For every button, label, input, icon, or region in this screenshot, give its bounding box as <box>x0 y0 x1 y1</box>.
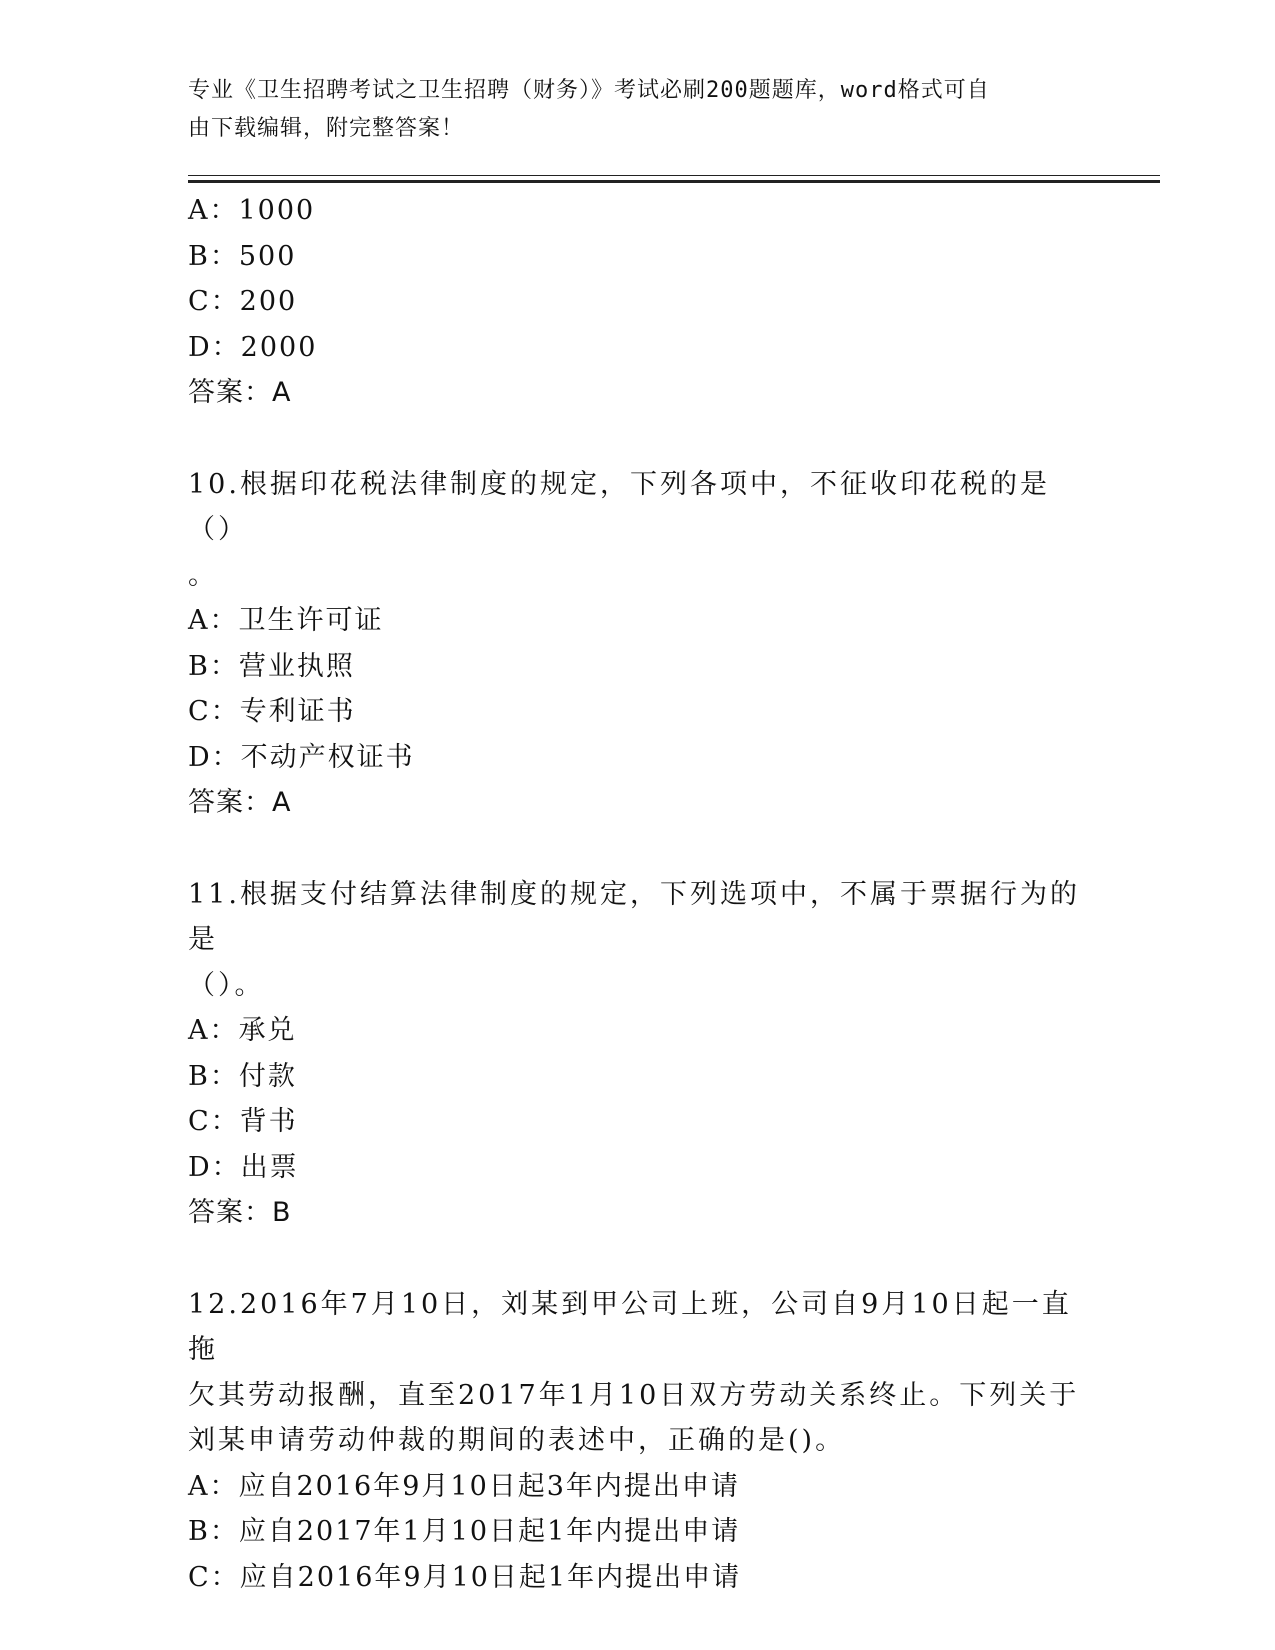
option-c <box>188 1555 1088 1601</box>
option-key: D： <box>188 331 241 363</box>
option-a <box>188 188 1088 234</box>
option-text: 不动产权证书 <box>240 741 415 773</box>
answer-line: 答案：B <box>188 1197 292 1228</box>
question-text-line: （）。 <box>188 969 265 1001</box>
option-key: C： <box>188 1106 240 1137</box>
question-block-12 <box>188 1282 1088 1601</box>
option-b <box>188 234 1088 280</box>
option-text: 承兑 <box>238 1015 297 1046</box>
header-divider-thick <box>188 180 1160 183</box>
option-a <box>188 1008 1088 1054</box>
option-key: B： <box>188 1516 239 1547</box>
header-divider-thin <box>188 175 1160 176</box>
option-key: C： <box>188 696 240 727</box>
option-a <box>188 598 1088 644</box>
question-text-line: 10.根据印花税法律制度的规定，下列各项中，不征收印花税的是（） <box>188 468 1050 545</box>
question-text-line: 12.2016年7月10日，刘某到甲公司上班，公司自9月10日起一直拖 <box>188 1288 1072 1365</box>
option-key: B： <box>188 650 239 682</box>
answer-line: 答案：A <box>188 377 292 408</box>
option-b <box>188 1054 1088 1100</box>
option-b <box>188 644 1088 690</box>
option-key: D： <box>188 1151 241 1183</box>
option-key: A： <box>188 195 239 226</box>
option-d <box>188 735 1088 781</box>
option-text: 应自2016年9月10日起3年内提出申请 <box>238 1470 740 1502</box>
option-key: A： <box>188 1470 239 1502</box>
question-text-line: 刘某申请劳动仲裁的期间的表述中，正确的是()。 <box>188 1425 846 1456</box>
option-key: A： <box>188 1015 239 1046</box>
spacer <box>188 416 1088 462</box>
option-c <box>188 689 1088 735</box>
spacer <box>188 1236 1088 1282</box>
option-text: 1000 <box>238 195 316 226</box>
option-text: 应自2017年1月10日起1年内提出申请 <box>238 1516 741 1547</box>
option-text: 200 <box>239 286 298 317</box>
spacer <box>188 826 1088 872</box>
option-text: 500 <box>238 240 297 272</box>
answer-line: 答案：A <box>188 787 292 818</box>
header-line-2: 由下载编辑，附完整答案！ <box>188 116 465 141</box>
option-text: 2000 <box>240 331 318 363</box>
question-list <box>188 188 1088 1600</box>
option-text: 应自2016年9月10日起1年内提出申请 <box>239 1561 742 1593</box>
option-d <box>188 325 1088 371</box>
option-text: 背书 <box>239 1106 298 1137</box>
option-key: A： <box>188 605 239 636</box>
question-text-line: 欠其劳动报酬，直至2017年1月10日双方劳动关系终止。下列关于 <box>188 1379 1080 1411</box>
option-c <box>188 279 1088 325</box>
option-key: C： <box>188 1561 240 1593</box>
header-line-1: 专业《卫生招聘考试之卫生招聘（财务）》考试必刷200题题库，word格式可自 <box>188 78 990 103</box>
option-text: 付款 <box>238 1060 297 1092</box>
question-text-line: 。 <box>188 559 218 591</box>
option-text: 专利证书 <box>239 696 356 727</box>
option-c <box>188 1099 1088 1145</box>
option-text: 营业执照 <box>238 650 355 682</box>
question-block-10 <box>188 462 1088 826</box>
option-key: B： <box>188 240 239 272</box>
document-header <box>188 72 1068 148</box>
option-key: D： <box>188 741 241 773</box>
question-text-line: 11.根据支付结算法律制度的规定，下列选项中，不属于票据行为的是 <box>188 878 1080 955</box>
option-key: B： <box>188 1060 239 1092</box>
option-b <box>188 1509 1088 1555</box>
option-text: 出票 <box>240 1151 299 1183</box>
question-block-9 <box>188 188 1088 416</box>
question-block-11 <box>188 872 1088 1236</box>
option-a <box>188 1464 1088 1510</box>
option-text: 卫生许可证 <box>238 605 384 636</box>
option-d <box>188 1145 1088 1191</box>
option-key: C： <box>188 286 240 317</box>
